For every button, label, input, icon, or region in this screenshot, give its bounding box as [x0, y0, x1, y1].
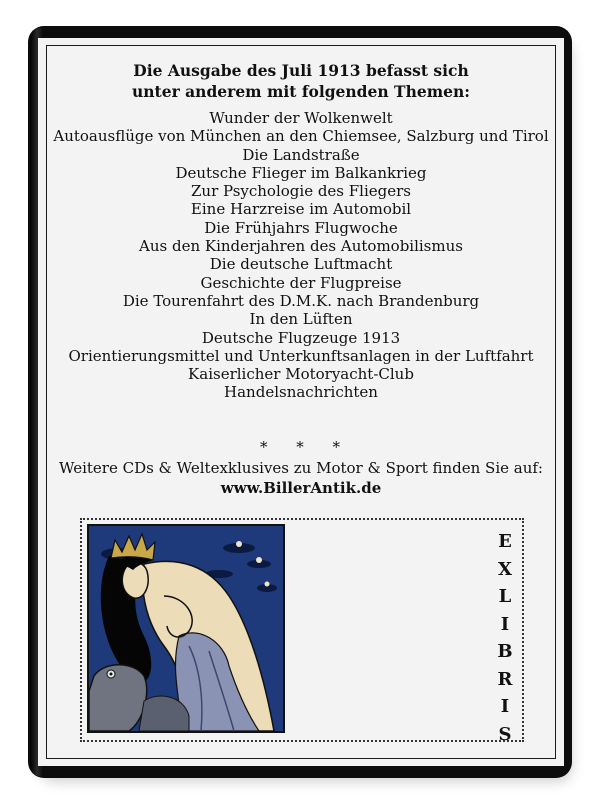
topic-item: Orientierungsmittel und Unterkunftsanlagen in der Luftfahrt — [68, 346, 534, 365]
topic-item: Wunder der Wolkenwelt — [209, 109, 393, 127]
topic-item: Die Frühjahrs Flugwoche — [204, 218, 398, 237]
heading-line-1: Die Ausgabe des Juli 1913 befasst sich — [133, 61, 469, 80]
exlibris-letter: I — [500, 696, 510, 717]
topic-list — [46, 109, 556, 402]
exlibris-letter: L — [498, 586, 512, 607]
topic-item: Deutsche Flugzeuge 1913 — [201, 328, 401, 347]
topic-item: Eine Harzreise im Automobil — [190, 200, 412, 219]
heading-line-2: unter anderem mit folgenden Themen: — [132, 82, 470, 101]
topic-item: Die Tourenfahrt des D.M.K. nach Brandenburg — [122, 291, 480, 310]
separator-star: * — [332, 438, 343, 456]
website-url: www.BillerAntik.de — [220, 479, 382, 497]
topic-item: Autoausflüge von München an den Chiemsee, Salzburg und Tirol — [53, 127, 549, 146]
separator-star: * — [296, 438, 306, 456]
exlibris-letter: I — [500, 613, 510, 635]
topic-item: Zur Psychologie des Fliegers — [190, 182, 412, 201]
heading — [46, 60, 556, 102]
exlibris-letter: B — [497, 641, 513, 662]
topic-item: Die Landstraße — [242, 145, 360, 164]
topic-item: Deutsche Flieger im Balkankrieg — [175, 163, 427, 182]
topic-item: Die deutsche Luftmacht — [209, 255, 393, 274]
exlibris-vertical-text — [490, 528, 520, 748]
topic-item: Aus den Kinderjahren des Automobilismus — [139, 237, 463, 256]
topic-item: Kaiserlicher Motoryacht-Club — [188, 365, 414, 384]
exlibris-letter: S — [498, 723, 512, 745]
exlibris-letter: X — [498, 558, 512, 580]
exlibris-letter: E — [498, 531, 512, 552]
exlibris-artwork — [87, 524, 285, 733]
topic-item: Handelsnachrichten — [224, 383, 378, 402]
exlibris-letter: R — [497, 668, 513, 690]
topic-item: Geschichte der Flugpreise — [200, 273, 402, 292]
topic-item: In den Lüften — [249, 310, 353, 329]
separator-star: * — [259, 438, 270, 456]
info-text: Weitere CDs & Weltexklusives zu Motor & Sport finden Sie auf: — [59, 459, 543, 477]
separator-stars — [46, 438, 556, 456]
